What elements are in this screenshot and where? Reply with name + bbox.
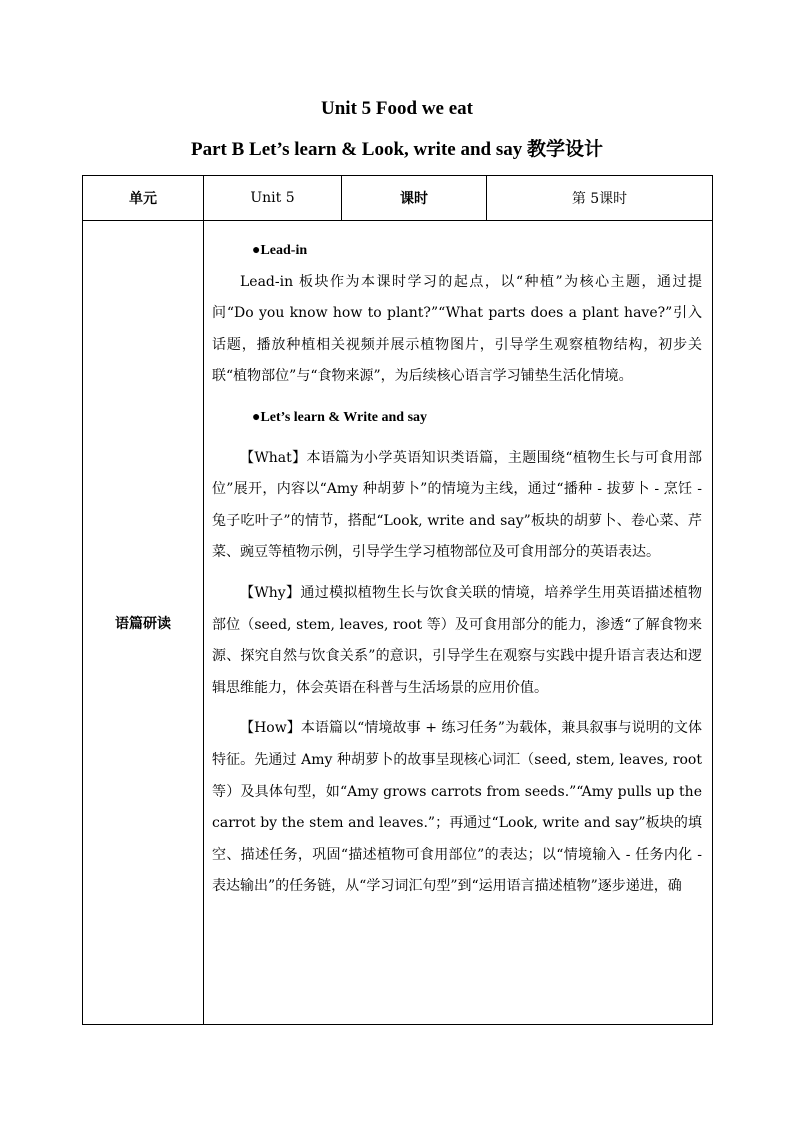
- spacer: [212, 704, 702, 713]
- spacer: [212, 569, 702, 578]
- document-subtitle: Part B Let’s learn & Look, write and say 教学设计: [191, 139, 603, 160]
- document-title: Unit 5 Food we eat: [321, 98, 473, 119]
- text-analysis-content: [204, 221, 712, 1024]
- learn-heading: ●Let’s learn & Write and say: [252, 409, 428, 425]
- lesson-design-table: [82, 175, 713, 1025]
- spacer: [212, 393, 702, 402]
- unit-label-cell: 单元: [83, 176, 204, 221]
- what-paragraph: 【What】本语篇为小学英语知识类语篇，主题围绕“植物生长与可食用部位”展开，内容以“Amy 种胡萝卜”的情境为主线，通过“播种 - 拔萝卜 - 烹饪 - 兔子吃叶子”的情节，搭配“Look, write and say”板块的胡萝卜、卷心菜、芹菜、豌豆等植物示例，引导学生学习植物部位及可食用部分的英语表达。: [212, 449, 702, 561]
- why-paragraph: 【Why】通过模拟植物生长与饮食关联的情境，培养学生用英语描述植物部位（seed, stem, leaves, root 等）及可食用部分的能力，渗透“了解食物来源、探究自然与饮食关系”的意识，引导学生在观察与实践中提升语言表达和逻辑思维能力，体会英语在科普与生活场景的应用价值。: [212, 584, 702, 696]
- section-label-cell: 语篇研读: [83, 221, 204, 1025]
- text-analysis-cell: [204, 221, 713, 1025]
- leadin-paragraph: Lead-in 板块作为本课时学习的起点，以“种植”为核心主题，通过提问“Do you know how to plant?”“What parts does a plant have?”引入话题，播放种植相关视频并展示植物图片，引导学生观察植物结构，初步关联“植物部位”与“食物来源”，为后续核心语言学习铺垫生活化情境。: [212, 273, 702, 385]
- period-label-cell: 课时: [342, 176, 487, 221]
- how-paragraph: 【How】本语篇以“情境故事 + 练习任务”为载体，兼具叙事与说明的文体特征。先通过 Amy 种胡萝卜的故事呈现核心词汇（seed, stem, leaves, root 等）及具体句型，如“Amy grows carrots from seeds.”“Amy pulls up the carrot by the stem and leaves.”；再通过“Look, write and say”板块的填空、描述任务，巩固“描述植物可食用部位”的表达；以“情境输入 - 任务内化 - 表达输出”的任务链，从“学习词汇句型”到“运用语言描述植物”逐步递进，确: [212, 720, 702, 895]
- unit-value-cell: Unit 5: [204, 176, 342, 221]
- period-value-cell: 第 5课时: [487, 176, 713, 221]
- content-row: [83, 221, 713, 1025]
- header-row: [83, 176, 713, 221]
- leadin-heading: ●Lead-in: [252, 243, 308, 258]
- spacer: [212, 434, 702, 443]
